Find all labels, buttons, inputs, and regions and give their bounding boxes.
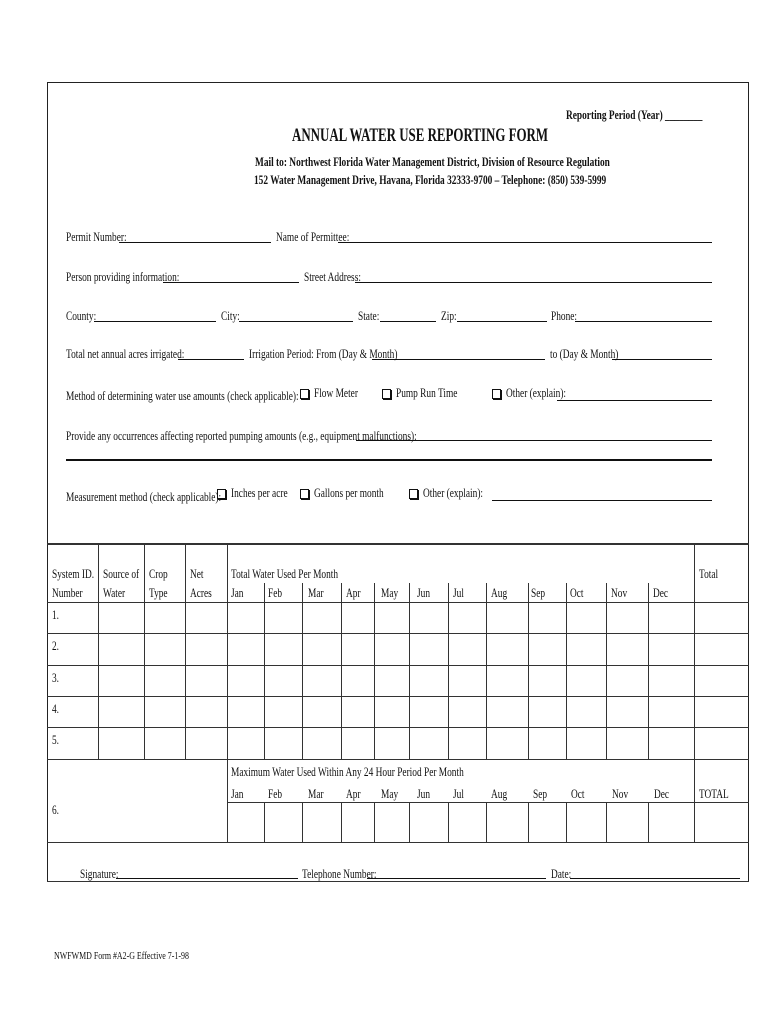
measurement-label: Measurement method (check applicable): (66, 489, 222, 504)
occurrences-field-2[interactable] (66, 459, 712, 461)
permit-number-label: Permit Number: (66, 229, 127, 244)
signature-field[interactable] (116, 878, 298, 879)
state-field[interactable] (380, 321, 436, 322)
month-jun: Jun (417, 585, 431, 600)
telephone-number-label: Telephone Number: (302, 866, 377, 881)
month-nov: Nov (611, 585, 628, 600)
col-crop-type: Type (149, 585, 168, 600)
gallons-per-month-option[interactable]: Gallons per month (300, 485, 411, 501)
method-label: Method of determining water use amounts (check applicable): (66, 388, 299, 403)
phone-field[interactable] (575, 321, 712, 322)
irrigation-period-label: Irrigation Period: From (Day & Month) (249, 346, 398, 361)
total-acres-field[interactable] (178, 359, 244, 360)
date-label: Date: (551, 866, 572, 881)
max-month-oct: Oct (571, 786, 585, 801)
max-month-may: May (381, 786, 399, 801)
person-providing-field[interactable] (163, 282, 299, 283)
signature-label: Signature: (80, 866, 119, 881)
col-total-caps: TOTAL (699, 786, 729, 801)
max-month-apr: Apr (346, 786, 361, 801)
city-label: City: (221, 308, 240, 323)
flow-meter-checkbox[interactable] (300, 389, 309, 399)
col-source-water: Water (103, 585, 126, 600)
col-source: Source of (103, 566, 140, 581)
district-address: 152 Water Management Drive, Havana, Florida 32333-9700 – Telephone: (850) 539-5999 (254, 172, 607, 187)
month-sep: Sep (531, 585, 546, 600)
pump-run-time-checkbox[interactable] (382, 389, 391, 399)
month-mar: Mar (308, 585, 324, 600)
permittee-field[interactable] (338, 242, 712, 243)
row-label-4: 4. (52, 701, 60, 716)
permittee-label: Name of Permittee: (276, 229, 350, 244)
street-address-field[interactable] (355, 282, 712, 283)
irrigation-from-field[interactable] (372, 359, 545, 360)
county-field[interactable] (94, 321, 216, 322)
occurrences-label: Provide any occurrences affecting reported pumping amounts (e.g., equipment malfunctions): (66, 428, 417, 443)
row-label-2: 2. (52, 638, 60, 653)
month-apr: Apr (346, 585, 361, 600)
max-month-nov: Nov (612, 786, 629, 801)
reporting-period: Reporting Period (Year) ________ (566, 107, 703, 122)
telephone-number-field[interactable] (367, 878, 546, 879)
col-net: Net (190, 566, 204, 581)
month-jul: Jul (453, 585, 464, 600)
other-measurement-field[interactable] (492, 500, 712, 501)
col-system-number: Number (52, 585, 83, 600)
row-label-5: 5. (52, 732, 60, 747)
state-label: State: (358, 308, 380, 323)
other-method-checkbox[interactable] (492, 389, 501, 399)
other-method-field[interactable] (557, 400, 712, 401)
zip-label: Zip: (441, 308, 457, 323)
max-month-aug: Aug (491, 786, 508, 801)
col-system-id: System ID. (52, 566, 95, 581)
max-month-jun: Jun (417, 786, 431, 801)
other-measurement-checkbox[interactable] (409, 489, 418, 499)
max-month-feb: Feb (268, 786, 283, 801)
col-crop: Crop (149, 566, 168, 581)
month-aug: Aug (491, 585, 508, 600)
city-field[interactable] (239, 321, 353, 322)
street-address-label: Street Address: (304, 269, 361, 284)
month-jan: Jan (231, 585, 244, 600)
month-dec: Dec (653, 585, 669, 600)
max-month-jan: Jan (231, 786, 244, 801)
person-providing-label: Person providing information: (66, 269, 180, 284)
zip-field[interactable] (457, 321, 547, 322)
phone-label: Phone: (551, 308, 578, 323)
month-may: May (381, 585, 399, 600)
permit-number-field[interactable] (119, 242, 271, 243)
row-label-6: 6. (52, 802, 60, 817)
max-month-jul: Jul (453, 786, 464, 801)
pump-run-time-option[interactable]: Pump Run Time (382, 385, 481, 401)
occurrences-field[interactable] (356, 440, 712, 441)
form-number: NWFWMD Form #A2-G Effective 7-1-98 (54, 950, 189, 962)
max-month-dec: Dec (654, 786, 670, 801)
total-acres-label: Total net annual acres irrigated: (66, 346, 185, 361)
other-measurement-option[interactable]: Other (explain): (409, 485, 506, 501)
to-day-month-label: to (Day & Month) (550, 346, 619, 361)
month-feb: Feb (268, 585, 283, 600)
row-label-3: 3. (52, 670, 60, 685)
total-water-used-heading: Total Water Used Per Month (231, 566, 339, 581)
col-net-acres: Acres (190, 585, 212, 600)
col-total: Total (699, 566, 719, 581)
row-label-1: 1. (52, 607, 60, 622)
max-month-mar: Mar (308, 786, 324, 801)
inches-per-acre-checkbox[interactable] (217, 489, 226, 499)
max-month-sep: Sep (533, 786, 548, 801)
date-field[interactable] (570, 878, 740, 879)
county-label: County: (66, 308, 97, 323)
form-frame (47, 82, 749, 882)
irrigation-to-field[interactable] (612, 359, 712, 360)
month-oct: Oct (570, 585, 584, 600)
inches-per-acre-option[interactable]: Inches per acre (217, 485, 310, 501)
form-title: ANNUAL WATER USE REPORTING FORM (292, 125, 549, 146)
flow-meter-option[interactable]: Flow Meter (300, 385, 375, 401)
other-method-option[interactable]: Other (explain): (492, 385, 589, 401)
max-water-used-heading: Maximum Water Used Within Any 24 Hour Period Per Month (231, 764, 464, 779)
gallons-per-month-checkbox[interactable] (300, 489, 309, 499)
mail-to: Mail to: Northwest Florida Water Management District, Division of Resource Regulation (255, 154, 610, 169)
